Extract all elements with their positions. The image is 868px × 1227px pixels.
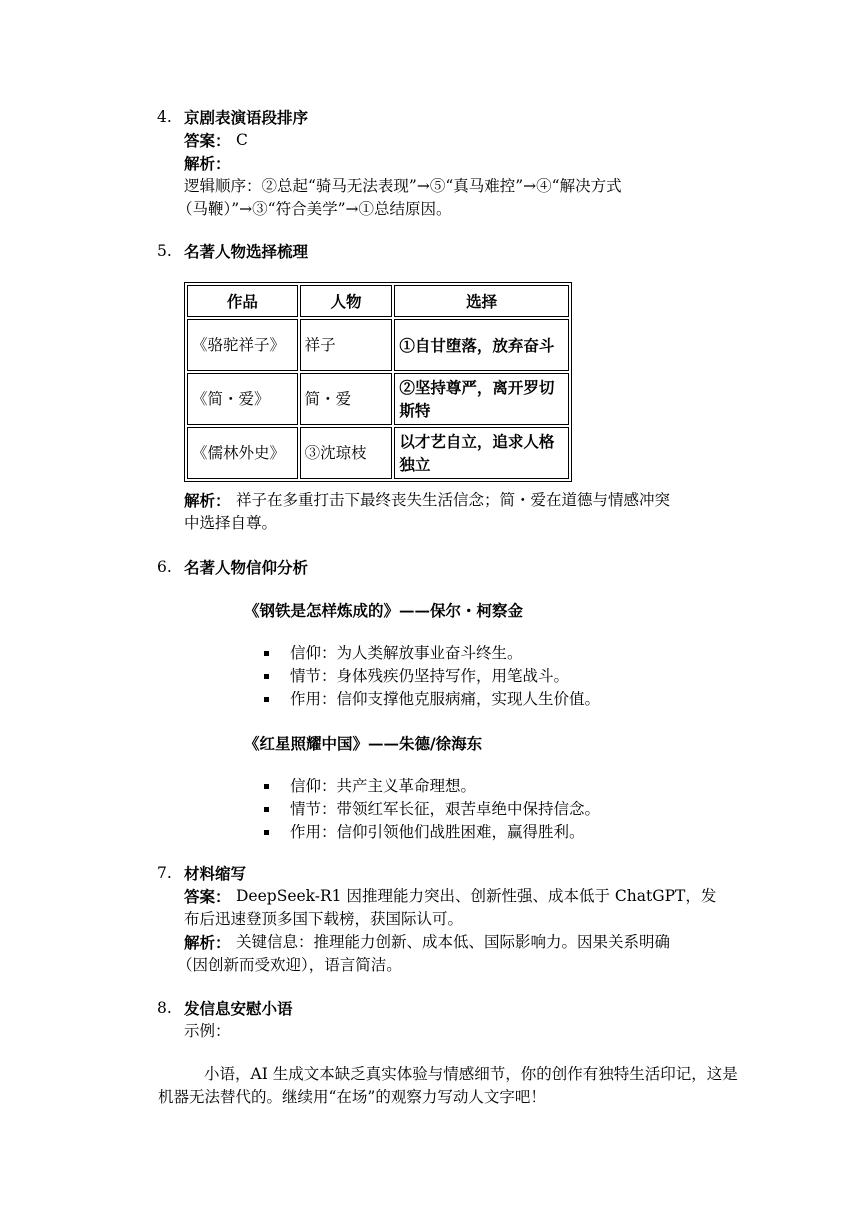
table-row	[187, 319, 569, 371]
book-heading: 《钢铁是怎样炼成的》——保尔・柯察金	[244, 601, 524, 620]
comfort-message: 小语，AI 生成文本缺乏真实体验与情感细节，你的创作有独特生活印记，这是机器无法替代的。继续用“在场”的观察力写动人文字吧！	[158, 1065, 738, 1106]
bullet-icon	[264, 651, 269, 656]
answer-line: DeepSeek-R1 因推理能力突出、创新性强、成本低于 ChatGPT，发	[236, 887, 717, 905]
analysis-label: 解析：	[184, 933, 231, 952]
list-item: 作用：信仰引领他们战胜困难，赢得胜利。	[264, 821, 600, 844]
section-title: 名著人物选择梳理	[184, 242, 309, 261]
bullet-icon	[264, 697, 269, 702]
analysis-line: 逻辑顺序：②总起“骑马无法表现”→⑤“真马难控”→④“解决方式	[184, 177, 622, 195]
table-cell: 祥子	[300, 319, 393, 371]
character-choice-table	[184, 282, 572, 482]
section-number: 6.	[157, 558, 172, 576]
section-title: 京剧表演语段排序	[184, 108, 309, 127]
table-cell: 简・爱	[300, 373, 393, 425]
analysis-label: 解析：	[184, 154, 231, 173]
list-item: 信仰：为人类解放事业奋斗终生。	[264, 642, 600, 665]
book-heading: 《红星照耀中国》——朱德/徐海东	[244, 734, 483, 753]
bullet-icon	[264, 830, 269, 835]
bullet-icon	[264, 784, 269, 789]
table-cell: 《骆驼祥子》	[187, 319, 298, 371]
section-title: 名著人物信仰分析	[184, 558, 309, 577]
table-row	[187, 373, 569, 425]
table-cell: ②坚持尊严，离开罗切斯特	[394, 373, 569, 425]
list-item: 情节：身体残疾仍坚持写作，用笔战斗。	[264, 665, 600, 688]
analysis-line: 中选择自尊。	[184, 514, 278, 532]
bullet-list	[264, 775, 600, 844]
analysis-label: 解析：	[184, 491, 231, 510]
table-cell: ①自甘堕落，放弃奋斗	[394, 319, 569, 371]
analysis-line: 祥子在多重打击下最终丧失生活信念；简・爱在道德与情感冲突	[236, 491, 671, 509]
table-header: 作品	[187, 285, 298, 317]
analysis-line: 关键信息：推理能力创新、成本低、国际影响力。因果关系明确	[236, 933, 671, 951]
section-title: 发信息安慰小语	[184, 999, 293, 1018]
answer-label: 答案：	[184, 131, 231, 150]
table-cell: 《简・爱》	[187, 373, 298, 425]
answer-line: 布后迅速登顶多国下载榜，获国际认可。	[184, 910, 464, 928]
bullet-list	[264, 642, 600, 711]
section-number: 8.	[157, 999, 172, 1017]
list-item: 信仰：共产主义革命理想。	[264, 775, 600, 798]
table-header: 选择	[394, 285, 569, 317]
list-item: 情节：带领红军长征，艰苦卓绝中保持信念。	[264, 798, 600, 821]
table-cell: 以才艺自立，追求人格独立	[394, 427, 569, 479]
section-number: 5.	[157, 242, 172, 260]
table-cell: ③沈琼枝	[300, 427, 393, 479]
section-number: 4.	[157, 108, 172, 126]
table-header-row	[187, 285, 569, 317]
bullet-icon	[264, 674, 269, 679]
section-number: 7.	[157, 864, 172, 882]
example-label: 示例：	[184, 1022, 231, 1040]
list-item: 作用：信仰支撑他克服病痛，实现人生价值。	[264, 688, 600, 711]
section-title: 材料缩写	[184, 864, 247, 883]
table-cell: 《儒林外史》	[187, 427, 298, 479]
table-row	[187, 427, 569, 479]
analysis-line: （因创新而受欢迎），语言简洁。	[177, 956, 402, 974]
bullet-icon	[264, 807, 269, 812]
analysis-line: （马鞭）”→③“符合美学”→①总结原因。	[177, 200, 452, 218]
table-header: 人物	[300, 285, 393, 317]
answer-value: C	[236, 131, 248, 149]
answer-label: 答案：	[184, 887, 231, 906]
